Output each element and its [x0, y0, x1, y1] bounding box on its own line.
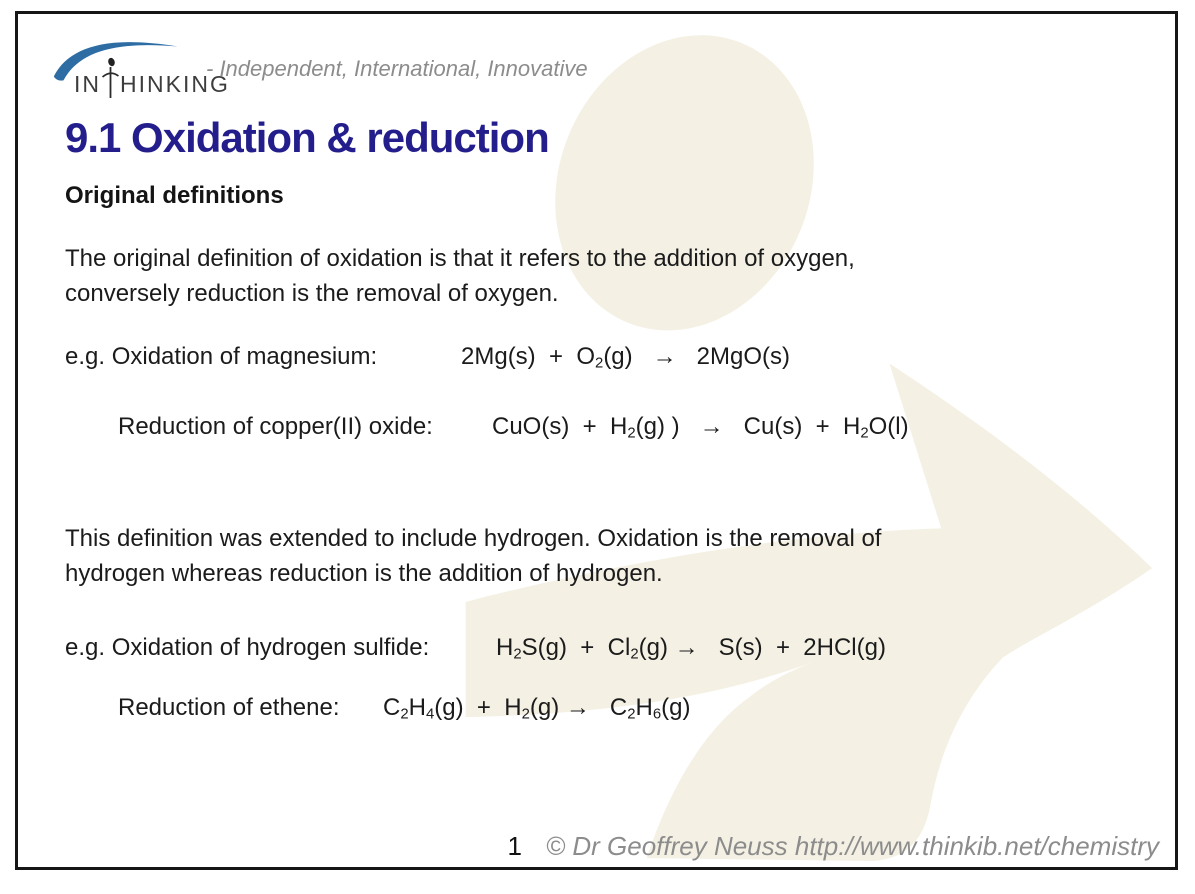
equation-formula-reduction-ethene: $C_2H_4(g) + H_2(g) \to C_2H_6(g)$: [383, 694, 691, 723]
copyright-text: © Dr Geoffrey Neuss http://www.thinkib.net/chemistry: [545, 831, 1159, 861]
equation-formula-oxidation-hydrogen-sulfide: $H_2S(g) + Cl_2(g) \to S(s) + 2HCl(g)$: [496, 634, 886, 663]
paragraph-line: conversely reduction is the removal of oxygen.: [65, 280, 559, 307]
equation-label-reduction-ethene: Reduction of ethene:: [118, 694, 340, 721]
equation-label-oxidation-magnesium: e.g. Oxidation of magnesium:: [65, 343, 378, 370]
paragraph-extended-definition: [65, 521, 881, 591]
page-title: 9.1 Oxidation & reduction: [65, 114, 549, 161]
equation-formula-oxidation-magnesium: $2Mg(s) + O_2(g) \to 2MgO(s)$: [461, 343, 790, 372]
paragraph-line: This definition was extended to include hydrogen. Oxidation is the removal of: [65, 525, 882, 552]
equation-formula-reduction-copper-oxide: $CuO(s) + H_2(g)$ ) → $Cu(s) + H_2O(l)$: [492, 413, 909, 442]
stick-person-icon: [102, 56, 119, 100]
logo-brand-prefix: IN: [74, 71, 101, 97]
slide-content: [18, 14, 1175, 867]
paragraph-line: hydrogen whereas reduction is the addition of hydrogen.: [65, 560, 663, 587]
section-subtitle: Original definitions: [65, 182, 284, 209]
paragraph-original-definition: [65, 241, 855, 311]
logo-brand-suffix: HINKING: [120, 71, 230, 97]
inthinking-logo: [38, 26, 658, 100]
paragraph-line: The original definition of oxidation is that it refers to the addition of oxygen,: [65, 245, 855, 272]
logo-tagline: - Independent, International, Innovative: [206, 56, 588, 81]
slide-page: [15, 11, 1178, 870]
equation-label-reduction-copper-oxide: Reduction of copper(II) oxide:: [118, 413, 433, 440]
slide-footer: [508, 831, 1160, 862]
page-number: 1: [507, 831, 522, 861]
equation-label-oxidation-hydrogen-sulfide: e.g. Oxidation of hydrogen sulfide:: [65, 634, 430, 661]
